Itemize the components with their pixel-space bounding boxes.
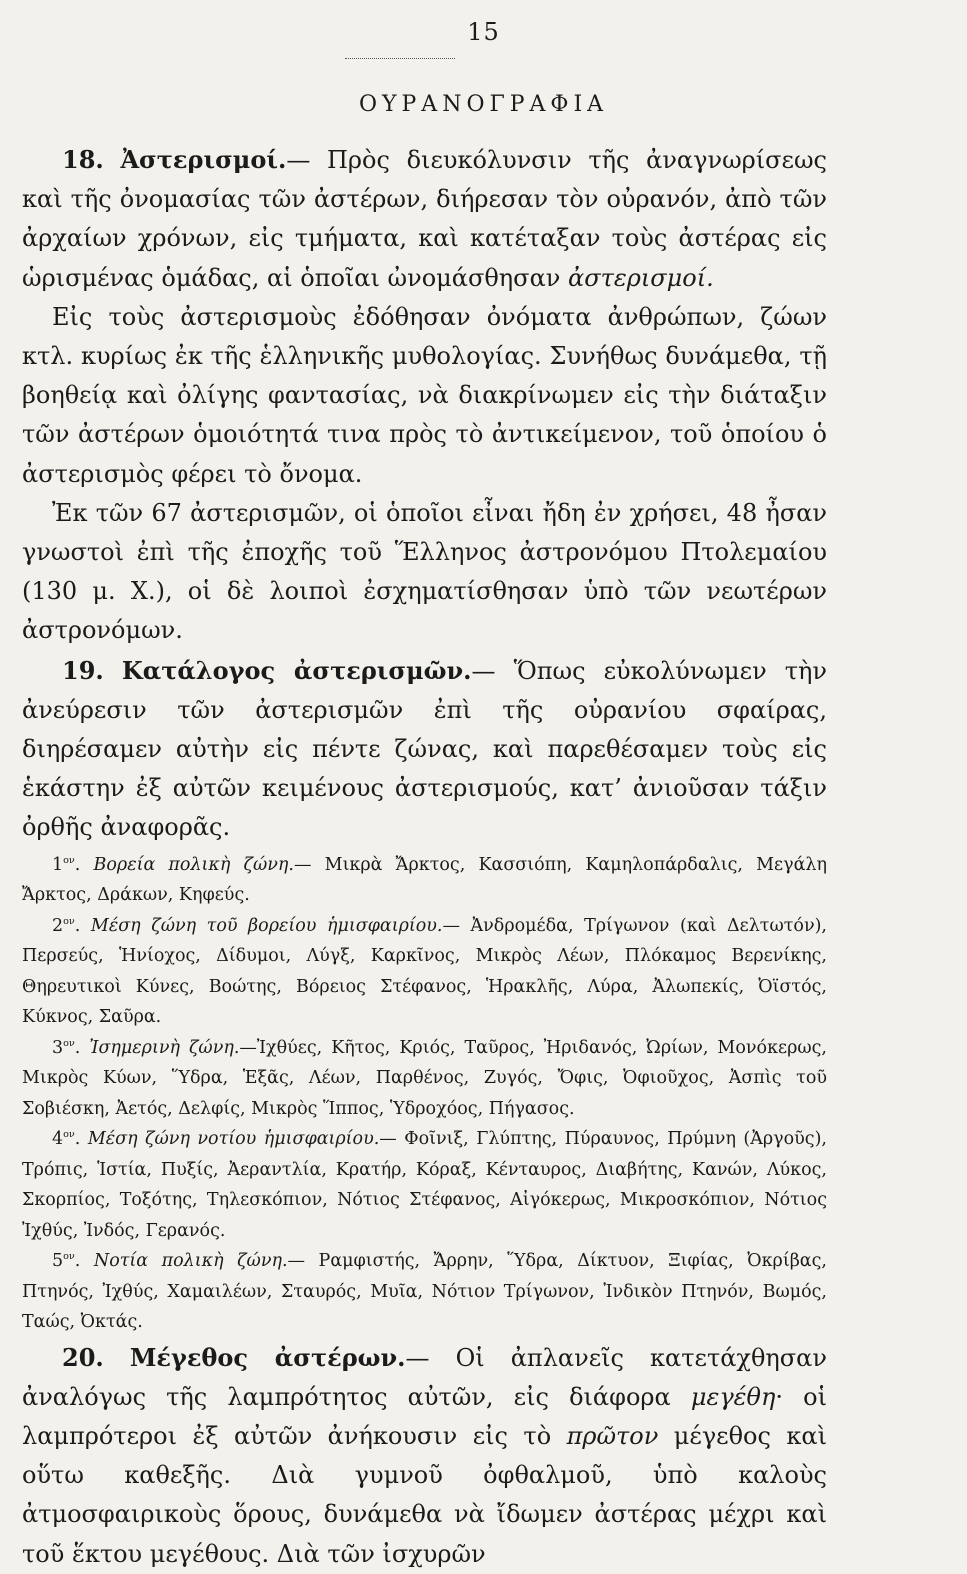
- section-number: 19.: [62, 655, 104, 685]
- section-18-paragraph-2: Εἰς τοὺς ἀστερισμοὺς ἐδόθησαν ὀνόματα ἀνθρώπων, ζώων κτλ. κυρίως ἐκ τῆς ἑλληνικῆς μυθολογίας. Συνήθως δυνάμεθα, τῇ βοηθείᾳ καὶ ὀλίγης φαντασίας, νὰ διακρίνωμεν εἰς τὴν διάταξιν τῶν ἀστέρων ὁμοιότητά τινα πρὸς τὸ ἀντικείμενον, τοῦ ὁποίου ὁ ἀστερισμὸς φέρει τὸ ὄνομα.: [22, 302, 827, 488]
- page-body: [22, 140, 827, 1574]
- page-number: 15: [467, 18, 500, 46]
- section-number: 20.: [62, 1342, 104, 1372]
- zone-ordinal: ον: [63, 915, 75, 927]
- zone-entry: $1^{o\nu}$. Βορεία πολικὴ ζώνη.— Μικρὰ Ἄρκτος, Κασσιόπη, Καμηλοπάρδαλις, Μεγάλη Ἄρκτος, Δράκων, Κηφεύς.: [22, 854, 827, 906]
- zone-entry: $5^{o\nu}$. Νοτία πολικὴ ζώνη.— Ραμφιστής, Ἄρρην, Ὕδρα, Δίκτυον, Ξιφίας, Ὀκρίβας, Πτηνός, Ἰχθύς, Χαμαιλέων, Σταυρός, Μυῖα, Νότιον Τρίγωνον, Ἰνδικὸν Πτηνόν, Βωμός, Ταώς, Ὀκτάς.: [22, 1251, 827, 1333]
- zone-number: 4: [52, 1129, 64, 1150]
- zone-entry: $3^{o\nu}$. Ἰσημερινὴ ζώνη.—Ἰχθύες, Κῆτος, Κριός, Ταῦρος, Ἠριδανός, Ὠρίων, Μονόκερως, Μικρὸς Κύων, Ὕδρα, Ἑξᾶς, Λέων, Παρθένος, Ζυγός, Ὄφις, Ὀφιοῦχος, Ἀσπὶς τοῦ Σοβιέσκη, Ἀετός, Δελφίς, Μικρὸς Ἵππος, Ὑδροχόος, Πήγασος.: [22, 1037, 827, 1119]
- zone-entry: $2^{o\nu}$. Μέση ζώνη τοῦ βορείου ἡμισφαιρίου.— Ἀνδρομέδα, Τρίγωνον (καὶ Δελτωτόν), Περσεύς, Ἡνίοχος, Δίδυμοι, Λύγξ, Καρκῖνος, Μικρὸς Λέων, Πλόκαμος Βερενίκης, Θηρευτικοὶ Κύνες, Βοώτης, Βόρειος Στέφανος, Ἡρακλῆς, Λύρα, Ἀλωπεκίς, Ὀϊστός, Κύκνος, Σαῦρα.: [22, 915, 827, 1028]
- section-heading: Ἀστερισμοί.: [120, 145, 287, 174]
- zone-name: Ἰσημερινὴ ζώνη.: [89, 1037, 240, 1058]
- section-20-paragraph: [22, 1338, 827, 1574]
- page-number-rule: [345, 58, 455, 59]
- heading-dash: —: [286, 146, 327, 174]
- zone-name: Μέση ζώνη τοῦ βορείου ἡμισφαιρίου.: [90, 915, 443, 936]
- zone-number: 3: [52, 1037, 64, 1058]
- zone-name: Βορεία πολικὴ ζώνη.: [93, 854, 294, 875]
- zone-constellations: — Φοῖνιξ, Γλύπτης, Πύραυνος, Πρύμνη (Ἀργοῦς), Τρόπις, Ἱστία, Πυξίς, Ἀεραντλία, Κρατήρ, Κόραξ, Κένταυρος, Διαβήτης, Κανών, Λύκος, Σκορπίος, Τοξότης, Τηλεσκόπιον, Νότιος Στέφανος, Αἰγόκερως, Μικροσκόπιον, Νότιος Ἰχθύς, Ἰνδός, Γερανός.: [22, 1129, 827, 1241]
- section-heading: Μέγεθος ἀστέρων.: [129, 1342, 406, 1372]
- zone-name: Μέση ζώνη νοτίου ἡμισφαιρίου.: [87, 1129, 380, 1150]
- zone-ordinal: ον: [63, 1129, 75, 1141]
- zone-entry: $4^{o\nu}$. Μέση ζώνη νοτίου ἡμισφαιρίου.— Φοῖνιξ, Γλύπτης, Πύραυνος, Πρύμνη (Ἀργοῦς), Τρόπις, Ἱστία, Πυξίς, Ἀεραντλία, Κρατήρ, Κόραξ, Κένταυρος, Διαβήτης, Κανών, Λύκος, Σκορπίος, Τοξότης, Τηλεσκόπιον, Νότιος Στέφανος, Αἰγόκερως, Μικροσκόπιον, Νότιος Ἰχθύς, Ἰνδός, Γερανός.: [22, 1129, 827, 1241]
- paragraph-text: Πρὸς διευκόλυνσιν τῆς ἀναγνωρίσεως καὶ τῆς ὀνομασίας τῶν ἀστέρων, διήρεσαν τὸν οὐρανόν, ἀπὸ τῶν ἀρχαίων χρόνων, εἰς τμήματα, καὶ κατέταξαν τοὺς ἀστέρας εἰς ὡρισμένας ὁμάδας, αἱ ὁποῖαι ὠνομάσθησαν: [22, 146, 827, 292]
- paragraph-text: μέγεθος καὶ οὕτω καθεξῆς. Διὰ γυμνοῦ ὀφθαλμοῦ, ὑπὸ καλοὺς ἀτμοσφαιρικοὺς ὅρους, δυνάμεθα νὰ ἴδωμεν ἀστέρας μέχρι καὶ τοῦ ἕκτου μεγέθους. Διὰ τῶν ἰσχυρῶν: [22, 1422, 827, 1568]
- section-18-paragraph-3: Ἐκ τῶν 67 ἀστερισμῶν, οἱ ὁποῖοι εἶναι ἤδη ἐν χρήσει, 48 ἦσαν γνωστοὶ ἐπὶ τῆς ἐποχῆς τοῦ Ἕλληνος ἀστρονόμου Πτολεμαίου (130 μ. Χ.), οἱ δὲ λοιποὶ ἐσχηματίσθησαν ὑπὸ τῶν νεωτέρων ἀστρονόμων.: [22, 498, 827, 645]
- zone-ordinal: ον: [63, 1037, 75, 1049]
- zone-ordinal: ον: [63, 1251, 75, 1263]
- zone-constellations: —Ἰχθύες, Κῆτος, Κριός, Ταῦρος, Ἠριδανός, Ὠρίων, Μονόκερως, Μικρὸς Κύων, Ὕδρα, Ἑξᾶς, Λέων, Παρθένος, Ζυγός, Ὄφις, Ὀφιοῦχος, Ἀσπὶς τοῦ Σοβιέσκη, Ἀετός, Δελφίς, Μικρὸς Ἵππος, Ὑδροχόος, Πήγασος.: [22, 1037, 827, 1119]
- paragraph-text: Οἱ ἀπλανεῖς κατετάχθησαν ἀναλόγως τῆς λαμπρότητος αὐτῶν, εἰς διάφορα: [22, 1343, 827, 1411]
- paragraph-text: · οἱ λαμπρότεροι ἐξ αὐτῶν ἀνήκουσιν εἰς τὸ: [22, 1382, 827, 1451]
- zone-constellations: — Ἀνδρομέδα, Τρίγωνον (καὶ Δελτωτόν), Περσεύς, Ἡνίοχος, Δίδυμοι, Λύγξ, Καρκῖνος, Μικρὸς Λέων, Πλόκαμος Βερενίκης, Θηρευτικοὶ Κύνες, Βοώτης, Βόρειος Στέφανος, Ἡρακλῆς, Λύρα, Ἀλωπεκίς, Ὀϊστός, Κύκνος, Σαῦρα.: [22, 915, 827, 1028]
- zone-ordinal: ον: [63, 854, 75, 866]
- zone-constellations: — Μικρὰ Ἄρκτος, Κασσιόπη, Καμηλοπάρδαλις, Μεγάλη Ἄρκτος, Δράκων, Κηφεύς.: [22, 854, 827, 906]
- section-19-paragraph: [22, 651, 827, 848]
- paragraph-text: Ὅπως εὐκολύνωμεν τὴν ἀνεύρεσιν τῶν ἀστερισμῶν ἐπὶ τῆς οὐρανίου σφαίρας, διηρέσαμεν αὐτὴν εἰς πέντε ζώνας, καὶ παρεθέσαμεν τοὺς εἰς ἑκάστην ἐξ αὐτῶν κειμένους ἀστερισμούς, κατ’ ἀνιοῦσαν τάξιν ὀρθῆς ἀναφορᾶς.: [22, 656, 827, 842]
- zone-name: Νοτία πολικὴ ζώνη.: [93, 1251, 288, 1272]
- zone-number: 1: [52, 854, 64, 875]
- zone-number: 5: [52, 1251, 64, 1272]
- section-heading: Κατάλογος ἀστερισμῶν.: [121, 655, 472, 685]
- heading-dash: —: [471, 656, 514, 685]
- section-number: 18.: [62, 145, 104, 174]
- emphasized-term: μεγέθη: [690, 1382, 776, 1411]
- zone-number: 2: [52, 915, 64, 936]
- emphasized-term: πρῶτον: [566, 1422, 659, 1451]
- emphasized-term: ἀστερισμοί.: [568, 263, 714, 292]
- section-18-paragraph-1: [22, 140, 827, 298]
- zone-constellations: — Ραμφιστής, Ἄρρην, Ὕδρα, Δίκτυον, Ξιφίας, Ὀκρίβας, Πτηνός, Ἰχθύς, Χαμαιλέων, Σταυρός, Μυῖα, Νότιον Τρίγωνον, Ἰνδικὸν Πτηνόν, Βωμός, Ταώς, Ὀκτάς.: [22, 1251, 827, 1333]
- chapter-title: ΟΥΡΑΝΟΓΡΑΦΙΑ: [358, 92, 609, 117]
- heading-dash: —: [405, 1343, 456, 1372]
